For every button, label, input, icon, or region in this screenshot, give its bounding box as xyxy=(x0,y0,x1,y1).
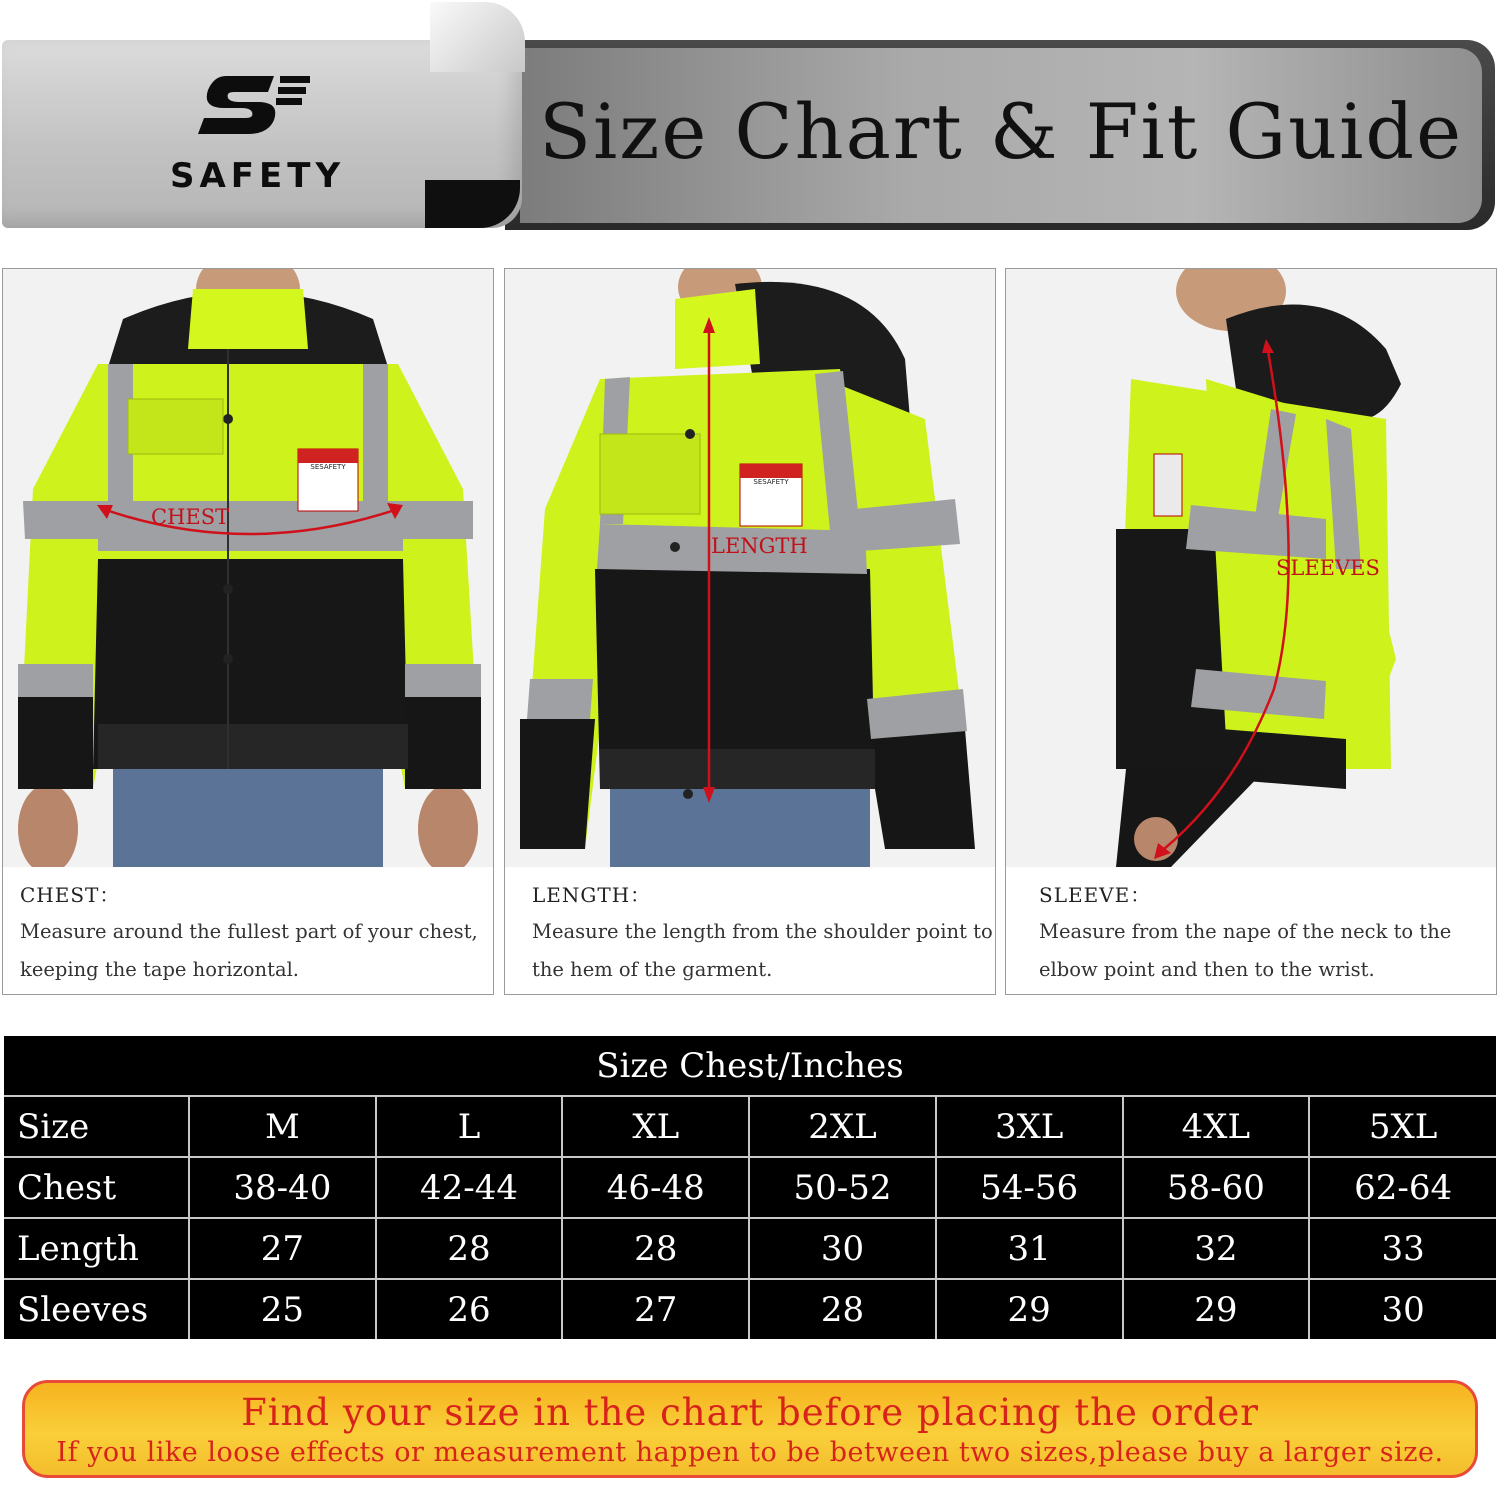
panel-description: Measure the length from the shoulder point to the hem of the garment. xyxy=(532,920,993,981)
table-row-sleeves xyxy=(4,1279,1496,1339)
panel-title: SLEEVE： xyxy=(1039,883,1152,907)
table-cell: 42-44 xyxy=(376,1157,563,1218)
page-title: Size Chart & Fit Guide xyxy=(538,87,1464,176)
table-cell: 30 xyxy=(749,1218,936,1279)
jacket-front-photo xyxy=(3,269,493,867)
brand-name: SAFETY xyxy=(170,156,346,196)
size-table xyxy=(4,1036,1496,1339)
table-cell: 28 xyxy=(749,1279,936,1339)
table-cell: L xyxy=(376,1096,563,1157)
table-cell: 29 xyxy=(1123,1279,1310,1339)
table-cell: 30 xyxy=(1309,1279,1496,1339)
table-cell: 27 xyxy=(189,1218,376,1279)
table-row-chest xyxy=(4,1157,1496,1218)
panel-sleeve xyxy=(1005,268,1497,995)
table-cell: 46-48 xyxy=(562,1157,749,1218)
table-row-size xyxy=(4,1096,1496,1157)
table-cell: 4XL xyxy=(1123,1096,1310,1157)
badge-text: SESAFETY xyxy=(753,478,789,486)
table-cell: 54-56 xyxy=(936,1157,1123,1218)
panel-title: LENGTH： xyxy=(532,883,652,907)
table-cell: 28 xyxy=(562,1218,749,1279)
jacket-angle-photo xyxy=(505,269,995,867)
table-cell: 27 xyxy=(562,1279,749,1339)
jacket-side-photo xyxy=(1006,269,1496,867)
table-cell: 58-60 xyxy=(1123,1157,1310,1218)
table-cell: 26 xyxy=(376,1279,563,1339)
table-cell: M xyxy=(189,1096,376,1157)
size-advice-note xyxy=(22,1380,1478,1478)
panel-description: Measure around the fullest part of your chest, keeping the tape horizontal. xyxy=(20,920,478,981)
table-row-length xyxy=(4,1218,1496,1279)
table-cell: 62-64 xyxy=(1309,1157,1496,1218)
table-cell: 33 xyxy=(1309,1218,1496,1279)
table-cell: 31 xyxy=(936,1218,1123,1279)
panel-chest xyxy=(2,268,494,995)
table-cell: XL xyxy=(562,1096,749,1157)
panel-length xyxy=(504,268,996,995)
table-cell: 3XL xyxy=(936,1096,1123,1157)
table-cell: Sleeves xyxy=(4,1279,189,1339)
table-cell: 5XL xyxy=(1309,1096,1496,1157)
note-subtext: If you like loose effects or measurement happen to be between two sizes,please buy a larger size. xyxy=(56,1437,1444,1468)
note-headline: Find your size in the chart before placing the order xyxy=(241,1391,1259,1434)
badge-text: SESAFETY xyxy=(310,463,346,471)
table-cell: 28 xyxy=(376,1218,563,1279)
table-title: Size Chest/Inches xyxy=(4,1036,1496,1096)
table-cell: 32 xyxy=(1123,1218,1310,1279)
measure-label-chest: CHEST xyxy=(151,505,230,529)
table-cell: 25 xyxy=(189,1279,376,1339)
panel-title: CHEST： xyxy=(20,883,121,907)
measure-label-sleeves: SLEEVES xyxy=(1276,556,1380,580)
table-cell: 38-40 xyxy=(189,1157,376,1218)
brand-logo-icon xyxy=(196,72,316,142)
table-cell: 29 xyxy=(936,1279,1123,1339)
measure-label-length: LENGTH xyxy=(711,534,808,558)
table-cell: 50-52 xyxy=(749,1157,936,1218)
table-cell: 2XL xyxy=(749,1096,936,1157)
table-cell: Length xyxy=(4,1218,189,1279)
page-curl xyxy=(430,2,525,72)
panel-description: Measure from the nape of the neck to the elbow point and then to the wrist. xyxy=(1039,920,1452,981)
table-cell: Chest xyxy=(4,1157,189,1218)
table-cell: Size xyxy=(4,1096,189,1157)
table-title-row xyxy=(4,1036,1496,1096)
